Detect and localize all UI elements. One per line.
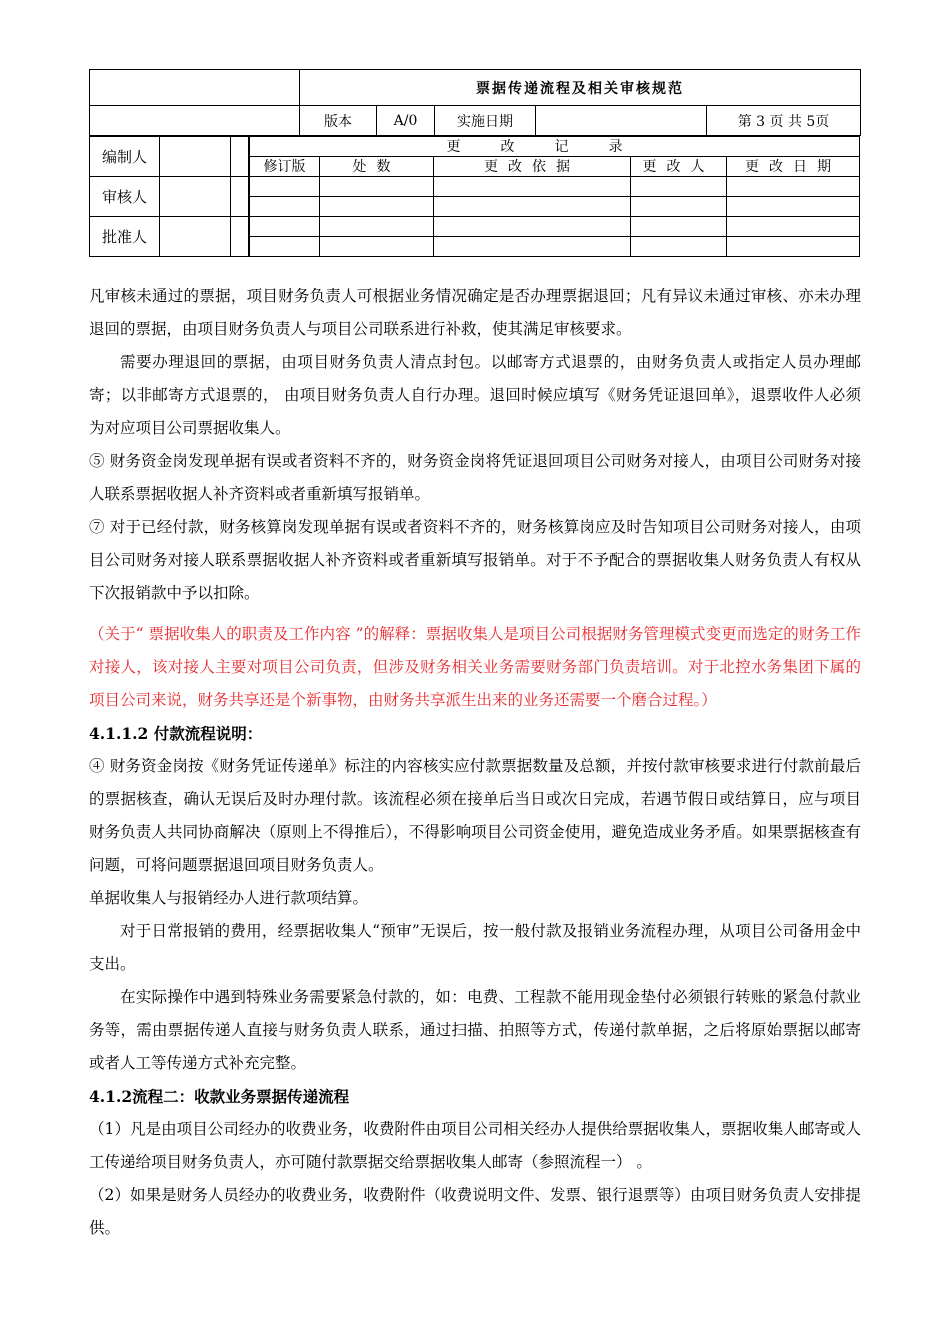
change-record-table [249,136,860,257]
paragraph: （1）凡是由项目公司经办的收费业务，收费附件由项目公司相关经办人提供给票据收集人，票据收集人邮寄或人工传递给项目财务负责人，亦可随付款票据交给票据收集人邮寄（参照流程一） 。 [89,1120,861,1171]
column-header: 更改日期 [727,157,860,177]
document-title: 票据传递流程及相关审核规范 [300,70,861,106]
sign-value-compiler [160,137,231,177]
version-value: A/0 [377,106,435,136]
note-paragraph: （关于“ 票据收集人的职责及工作内容 ”的解释：票据收集人是项目公司根据财务管理模式变更而选定的财务工作对接人，该对接人主要对项目公司负责，但涉及财务相关业务需要财务部门负责培训。对于北控水务集团下属的项目公司来说，财务共享还是个新事物，由财务共享派生出来的业务还需要一个磨合过程。） [89,625,861,709]
version-label: 版本 [300,106,377,136]
paragraph: （2）如果是财务人员经办的收费业务，收费附件（收费说明文件、发票、银行退票等）由项目财务负责人安排提供。 [89,1186,861,1237]
paragraph: 单据收集人与报销经办人进行款项结算。 [89,889,369,907]
paragraph: ⑦ 对于已经付款，财务核算岗发现单据有误或者资料不齐的，财务核算岗应及时告知项目公司财务对接人，由项目公司财务对接人联系票据收据人补齐资料或者重新填写报销单。对于不予配合的票据收集人财务负责人有权从下次报销款中予以扣除。 [89,518,861,602]
paragraph: 需要办理退回的票据，由项目财务负责人清点封包。以邮寄方式退票的，由财务负责人或指定人员办理邮寄；以非邮寄方式退票的， 由项目财务负责人自行办理。退回时候应填写《财务凭证退回单》，退票收件人必须为对应项目公司票据收集人。 [89,353,861,437]
column-header: 更改人 [631,157,727,177]
logo-cell [90,70,300,106]
paragraph: 凡审核未通过的票据，项目财务负责人可根据业务情况确定是否办理票据退回；凡有异议未通过审核、亦未办理退回的票据，由项目财务负责人与项目公司联系进行补救，使其满足审核要求。 [89,287,861,338]
sign-label-compiler: 编制人 [90,137,160,177]
sign-label-reviewer: 审核人 [90,177,160,217]
sign-label-approver: 批准人 [90,217,160,257]
column-header: 更改依据 [434,157,631,177]
table-row [250,197,860,217]
page-info: 第 3 页 共 5页 [707,106,861,136]
sign-gap [231,177,249,217]
section-heading: 4.1.2流程二：收款业务票据传递流程 [89,1087,350,1106]
document-body [89,280,861,1245]
column-header: 处数 [320,157,434,177]
change-record-title: 更改记录 [250,137,860,157]
blank-cell [90,106,300,136]
paragraph: 对于日常报销的费用，经票据收集人“预审”无误后，按一般付款及报销业务流程办理，从项目公司备用金中支出。 [89,922,861,973]
section-heading: 4.1.1.2 付款流程说明： [89,724,263,743]
signature-table [89,136,249,257]
document-header-table [89,69,861,136]
sign-gap [231,137,249,177]
date-value [536,106,707,136]
paragraph: 在实际操作中遇到特殊业务需要紧急付款的，如：电费、工程款不能用现金垫付必须银行转账的紧急付款业务等，需由票据传递人直接与财务负责人联系，通过扫描、拍照等方式，传递付款单据，之后将原始票据以邮寄或者人工等传递方式补充完整。 [89,988,861,1072]
sign-value-approver [160,217,231,257]
column-header: 修订版 [250,157,320,177]
sign-gap [231,217,249,257]
paragraph: ⑤ 财务资金岗发现单据有误或者资料不齐的，财务资金岗将凭证退回项目公司财务对接人，由项目公司财务对接人联系票据收据人补齐资料或者重新填写报销单。 [89,452,861,503]
sign-value-reviewer [160,177,231,217]
table-row [250,177,860,197]
table-row [250,237,860,257]
date-label: 实施日期 [435,106,536,136]
table-row [250,217,860,237]
paragraph: ④ 财务资金岗按《财务凭证传递单》标注的内容核实应付款票据数量及总额，并按付款审核要求进行付款前最后的票据核查，确认无误后及时办理付款。该流程必须在接单后当日或次日完成，若遇节假日或结算日，应与项目财务负责人共同协商解决（原则上不得推后），不得影响项目公司资金使用，避免造成业务矛盾。如果票据核查有问题，可将问题票据退回项目财务负责人。 [89,757,861,874]
